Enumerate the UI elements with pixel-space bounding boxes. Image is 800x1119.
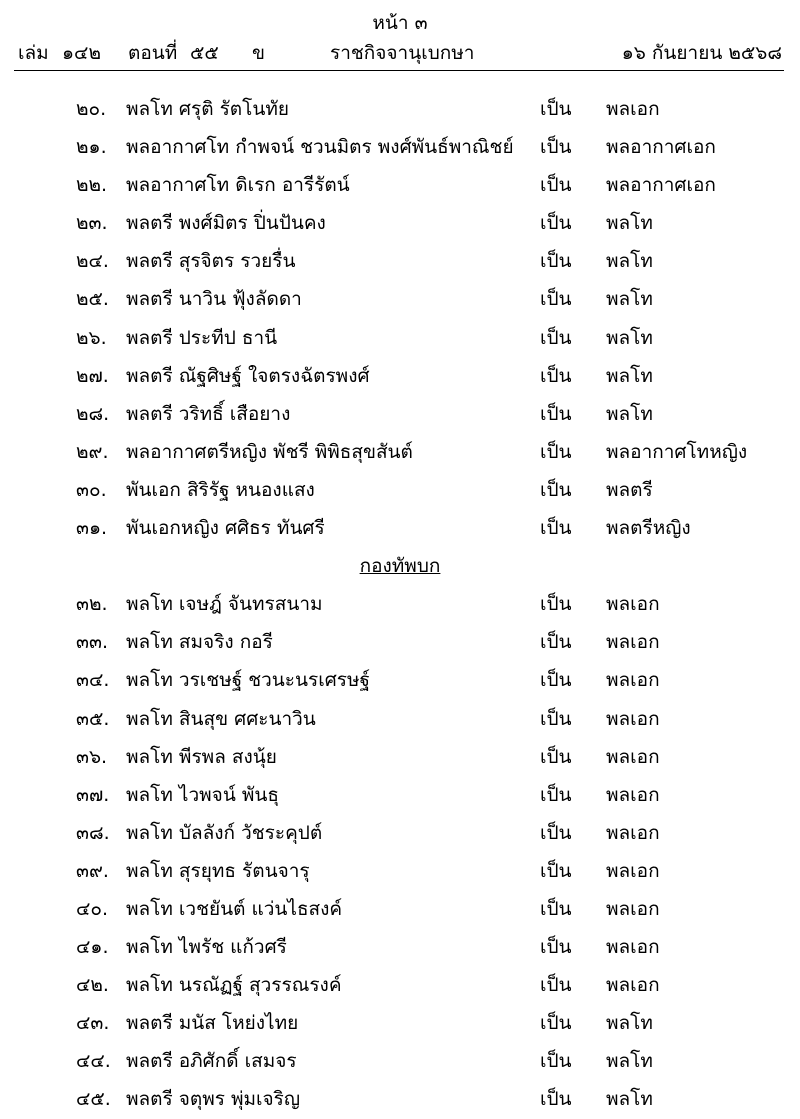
- entry-name: พันเอกหญิง ศศิธร ทันศรี: [126, 517, 325, 540]
- entry-name: พลอากาศโท ดิเรก อารีรัตน์: [126, 174, 350, 197]
- list-item: [0, 509, 800, 547]
- entry-pen: เป็น: [540, 136, 572, 159]
- entry-new-rank: พลอากาศโทหญิง: [606, 440, 748, 463]
- entry-name: พลตรี ณัฐศิษฐ์ ใจตรงฉัตรพงศ์: [126, 364, 370, 387]
- entry-pen: เป็น: [540, 631, 572, 654]
- list-item: [0, 776, 800, 814]
- entry-new-rank: พลโท: [606, 250, 653, 273]
- entry-name: พลโท นรณัฏฐ์ สุวรรณรงค์: [126, 974, 342, 997]
- entry-number: ๓๑.: [76, 517, 108, 540]
- list-item: [0, 890, 800, 928]
- entry-name: พลโท วรเชษฐ์ ชวนะนรเศรษฐ์: [126, 669, 370, 692]
- entry-pen: เป็น: [540, 783, 572, 806]
- entry-name: พลอากาศตรีหญิง พัชรี พิพิธสุขสันต์: [126, 440, 413, 463]
- list-item: [0, 661, 800, 699]
- entry-number: ๒๑.: [76, 136, 107, 159]
- entry-number: ๒๔.: [76, 250, 109, 273]
- entry-new-rank: พลเอก: [606, 783, 660, 806]
- entry-name: พลตรี อภิศักดิ์ เสมจร: [126, 1050, 297, 1073]
- entry-number: ๒๒.: [76, 174, 108, 197]
- entry-name: พลโท ศรุติ รัตโนทัย: [126, 98, 289, 120]
- entry-pen: เป็น: [540, 174, 572, 197]
- entry-new-rank: พลเอก: [606, 859, 660, 882]
- entry-new-rank: พลเอก: [606, 745, 660, 768]
- list-item: [0, 623, 800, 661]
- entry-number: ๓๗.: [76, 783, 110, 806]
- entry-new-rank: พลตรีหญิง: [606, 517, 691, 540]
- entry-new-rank: พลเอก: [606, 98, 660, 120]
- issue-label: ตอนที่: [128, 42, 178, 64]
- entry-name: พลโท บัลลังก์ วัชระคุปต์: [126, 821, 323, 844]
- entry-new-rank: พลโท: [606, 212, 653, 235]
- entry-new-rank: พลเอก: [606, 936, 660, 959]
- entry-name: พลตรี จตุพร พุ่มเจริญ: [126, 1088, 301, 1111]
- entry-name: พลตรี วริทธิ์ เสือยาง: [126, 402, 291, 425]
- entry-new-rank: พลโท: [606, 1088, 653, 1111]
- entry-number: ๓๓.: [76, 631, 109, 654]
- entry-number: ๔๑.: [76, 936, 109, 959]
- page-header: [0, 0, 800, 72]
- entry-pen: เป็น: [540, 593, 572, 616]
- entry-name: พลตรี มนัส โหย่งไทย: [126, 1012, 299, 1035]
- publication-date: ๑๖ กันยายน ๒๕๖๘: [621, 42, 782, 64]
- gazette-title: ราชกิจจานุเบกษา: [330, 42, 475, 64]
- entry-pen: เป็น: [540, 745, 572, 768]
- entry-new-rank: พลโท: [606, 402, 653, 425]
- list-item: [0, 700, 800, 738]
- entry-new-rank: พลเอก: [606, 707, 660, 730]
- list-item: [0, 928, 800, 966]
- entry-new-rank: พลโท: [606, 1012, 653, 1035]
- entry-pen: เป็น: [540, 897, 572, 920]
- entry-pen: เป็น: [540, 707, 572, 730]
- entry-number: ๓๘.: [76, 821, 110, 844]
- page-number: หน้า ๓: [372, 12, 428, 34]
- entry-number: ๓๙.: [76, 859, 109, 882]
- entry-number: ๒๐.: [76, 98, 107, 120]
- list-item: [0, 319, 800, 357]
- entry-number: ๓๖.: [76, 745, 108, 768]
- list-item: [0, 433, 800, 471]
- entry-new-rank: พลอากาศเอก: [606, 136, 716, 159]
- list-item: [0, 128, 800, 166]
- entry-pen: เป็น: [540, 326, 572, 349]
- list-item: [0, 357, 800, 395]
- section-heading-row: [0, 547, 800, 585]
- entry-pen: เป็น: [540, 212, 572, 235]
- entry-name: พันเอก สิริรัฐ หนองแสง: [126, 478, 315, 501]
- entry-number: ๓๔.: [76, 669, 110, 692]
- entry-new-rank: พลโท: [606, 326, 653, 349]
- entry-name: พลตรี สุรจิตร รวยรื่น: [126, 250, 296, 273]
- list-item: [0, 1042, 800, 1080]
- list-item: [0, 1004, 800, 1042]
- entry-pen: เป็น: [540, 1088, 572, 1111]
- entry-number: ๔๔.: [76, 1050, 111, 1073]
- entry-name: พลโท เจษฎ์ จันทรสนาม: [126, 593, 323, 616]
- entry-pen: เป็น: [540, 364, 572, 387]
- list-item: [0, 395, 800, 433]
- entry-new-rank: พลโท: [606, 364, 653, 387]
- entry-pen: เป็น: [540, 669, 572, 692]
- entry-name: พลโท เวชยันต์ แว่นไธสงค์: [126, 897, 343, 920]
- entry-new-rank: พลตรี: [606, 478, 653, 501]
- entry-new-rank: พลโท: [606, 1050, 653, 1073]
- entry-name: พลโท พีรพล สงนุ้ย: [126, 745, 277, 768]
- entry-number: ๒๙.: [76, 440, 109, 463]
- entry-pen: เป็น: [540, 1050, 572, 1073]
- entry-number: ๒๘.: [76, 402, 110, 425]
- issue-number: ๕๕: [190, 42, 219, 64]
- entry-pen: เป็น: [540, 974, 572, 997]
- entry-name: พลโท สมจริง กอรี: [126, 631, 273, 654]
- list-item: [0, 585, 800, 623]
- entry-new-rank: พลอากาศเอก: [606, 174, 716, 197]
- entry-new-rank: พลเอก: [606, 821, 660, 844]
- entry-name: พลอากาศโท กำพจน์ ชวนมิตร พงศ์พันธ์พาณิชย์: [126, 136, 514, 159]
- list-item: [0, 814, 800, 852]
- list-item: [0, 280, 800, 318]
- section-heading: กองทัพบก: [359, 555, 441, 578]
- entry-number: ๔๓.: [76, 1012, 110, 1035]
- entry-new-rank: พลโท: [606, 288, 653, 311]
- entry-pen: เป็น: [540, 440, 572, 463]
- entry-pen: เป็น: [540, 402, 572, 425]
- entry-name: พลโท ไพรัช แก้วศรี: [126, 936, 287, 959]
- entry-pen: เป็น: [540, 517, 572, 540]
- entry-number: ๓๐.: [76, 478, 107, 501]
- entry-pen: เป็น: [540, 288, 572, 311]
- entry-number: ๔๕.: [76, 1088, 111, 1111]
- entry-name: พลโท สุรยุทธ รัตนจารุ: [126, 859, 310, 882]
- entry-pen: เป็น: [540, 821, 572, 844]
- entry-pen: เป็น: [540, 250, 572, 273]
- entry-new-rank: พลเอก: [606, 974, 660, 997]
- list-item: [0, 852, 800, 890]
- entry-name: พลโท ไวพจน์ พันธุ: [126, 783, 279, 806]
- header-divider: [14, 70, 784, 71]
- entry-number: ๔๒.: [76, 974, 109, 997]
- entry-number: ๔๐.: [76, 897, 109, 920]
- entry-number: ๓๒.: [76, 593, 108, 616]
- entry-name: พลตรี ประทีป ธานี: [126, 326, 278, 349]
- list-item: [0, 204, 800, 242]
- entry-new-rank: พลเอก: [606, 669, 660, 692]
- list-item: [0, 966, 800, 1004]
- entry-pen: เป็น: [540, 1012, 572, 1035]
- entry-pen: เป็น: [540, 859, 572, 882]
- entry-number: ๒๖.: [76, 326, 107, 349]
- entry-new-rank: พลเอก: [606, 593, 660, 616]
- gazette-header-line: [0, 38, 800, 66]
- entry-number: ๒๕.: [76, 288, 109, 311]
- entry-new-rank: พลเอก: [606, 631, 660, 654]
- volume-label: เล่ม: [18, 42, 49, 64]
- list-item: [0, 1080, 800, 1118]
- promotion-list: [0, 90, 800, 1119]
- list-item: [0, 471, 800, 509]
- list-item: [0, 242, 800, 280]
- entry-name: พลโท สินสุข ศศะนาวิน: [126, 707, 316, 730]
- entry-new-rank: พลเอก: [606, 897, 660, 920]
- list-item: [0, 166, 800, 204]
- entry-number: ๒๗.: [76, 364, 109, 387]
- entry-pen: เป็น: [540, 478, 572, 501]
- entry-pen: เป็น: [540, 98, 572, 120]
- entry-name: พลตรี พงศ์มิตร ปิ่นปันคง: [126, 212, 326, 235]
- section-letter: ข: [252, 42, 265, 64]
- entry-name: พลตรี นาวิน ฟุ้งลัดดา: [126, 288, 302, 311]
- entry-pen: เป็น: [540, 936, 572, 959]
- entry-number: ๓๕.: [76, 707, 110, 730]
- volume-number: ๑๔๒: [62, 42, 101, 64]
- list-item: [0, 738, 800, 776]
- entry-number: ๒๓.: [76, 212, 108, 235]
- list-item: [0, 90, 800, 128]
